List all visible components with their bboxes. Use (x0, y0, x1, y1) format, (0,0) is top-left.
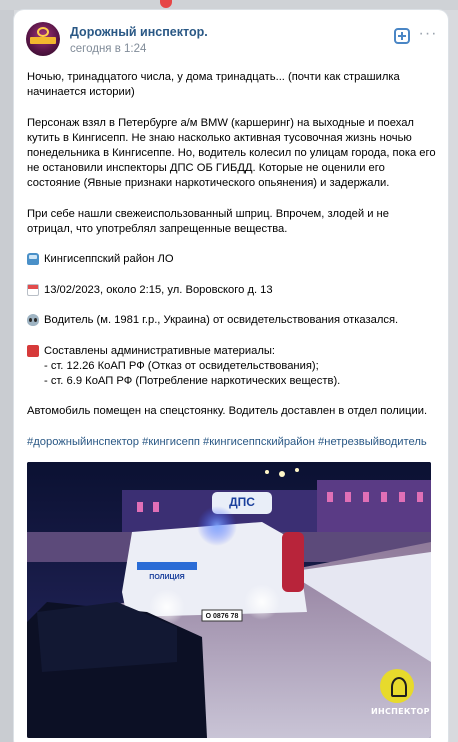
materials-block (27, 344, 437, 390)
driver-text: Водитель (м. 1981 г.р., Украина) от освидетельствования отказался. (44, 314, 399, 327)
hashtag-link[interactable]: #нетрезвыйводитель (318, 435, 427, 448)
author-avatar[interactable] (26, 22, 60, 56)
author-name[interactable]: Дорожный инспектор. (70, 25, 208, 39)
date-place-text: 13/02/2023, около 2:15, ул. Воровского д. 13 (44, 283, 273, 296)
calendar-icon (27, 284, 39, 296)
more-dots-icon[interactable]: ··· (418, 25, 438, 42)
post-card (14, 10, 448, 742)
car-sign-text: ДПС (229, 495, 255, 509)
location-line (27, 252, 437, 267)
siren-light (197, 506, 237, 546)
post-time[interactable]: сегодня в 1:24 (70, 43, 147, 55)
officer (282, 532, 304, 592)
red-book-icon (27, 345, 39, 357)
avatar-logo-ring (37, 27, 49, 37)
hashtag-link[interactable]: #кингисеппскийрайон (203, 435, 315, 448)
paragraph-syringe: При себе нашли свежеиспользованный шприц. Впрочем, злодей и не отрицал, что употреблял запрещенные вещества. (27, 207, 389, 235)
headlight-right (244, 584, 280, 620)
paragraph-intro: Ночью, тринадцатого числа, у дома тринадцать... (почти как страшилка начинается истории) (27, 71, 400, 99)
paragraph-story: Персонаж взял в Петербурге а/м BMW (каршеринг) на выходные и поехал кутить в Кингисепп. Не знаю насколько активная тусовочная жизнь ночью понедельника в Кингисеппе. Но, водитель колесил по улицам города, пока его не остановили инспекторы ДПС ОБ ГИБДД. Которые не оценили его состояние (Явные признаки наркотического опьянения) и задержали. (27, 116, 436, 190)
location-text: Кингисеппский район ЛО (44, 253, 174, 266)
driver-line (27, 313, 437, 328)
inspector-logo-icon (380, 669, 414, 703)
car-side-label: ПОЛИЦИЯ (149, 574, 185, 581)
police-car-icon (27, 253, 39, 265)
hashtag-list (27, 435, 437, 450)
street-light (279, 471, 285, 477)
hashtag-link[interactable]: #дорожныйинспектор (27, 435, 140, 448)
post-header (26, 22, 436, 58)
alien-icon (27, 314, 39, 326)
page-top-strip (0, 0, 458, 10)
page-background (0, 0, 14, 742)
paragraph-closing: Автомобиль помещен на спецстоянку. Водитель доставлен в отдел полиции. (27, 405, 428, 418)
date-line (27, 283, 437, 298)
subscribe-button[interactable] (394, 28, 410, 44)
post-text (27, 70, 437, 450)
inspector-watermark (371, 669, 430, 725)
materials-text: Составлены административные материалы: - ст. 12.26 КоАП РФ (Отказ от освидетельствования); - ст. 6.9 КоАП РФ (Потребление наркотических веществ). (44, 344, 341, 387)
watermark-text: ИНСПЕКТОР (371, 707, 430, 716)
post-photo[interactable] (27, 462, 431, 738)
building-right (317, 480, 431, 538)
photo-scene (27, 462, 431, 738)
police-stripe (137, 562, 197, 570)
plate-text: О 0876 78 (205, 613, 239, 620)
avatar-logo-badge (30, 37, 56, 44)
hashtag-link[interactable]: #кингисепп (142, 435, 200, 448)
